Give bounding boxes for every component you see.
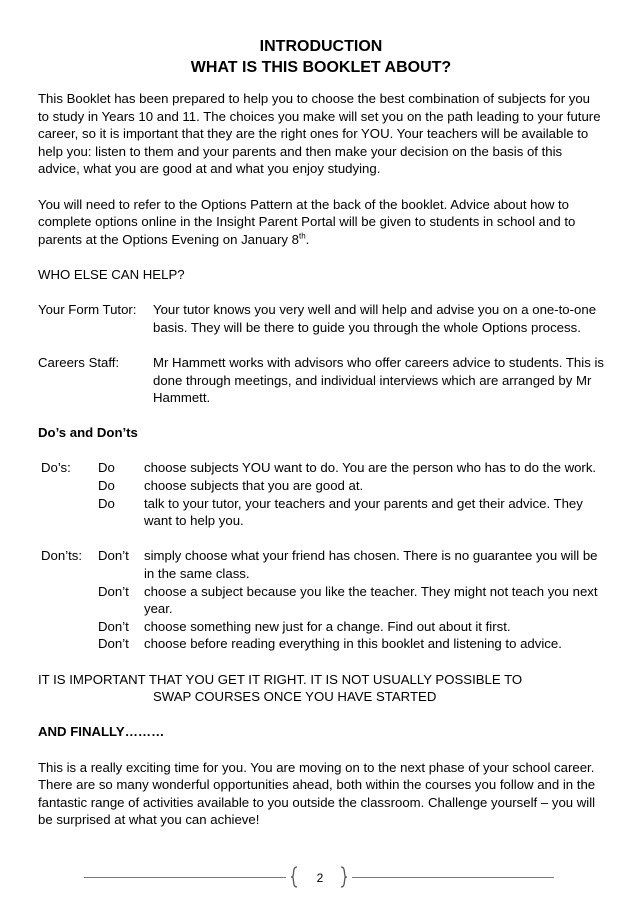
donts-text: choose a subject because you like the teacher. They might not teach you next year. — [144, 583, 598, 617]
options-paragraph-end: . — [305, 231, 310, 247]
dos-item — [38, 477, 604, 495]
ordinal-suffix: th — [299, 231, 306, 241]
dos-text: choose subjects that you are good at. — [144, 478, 364, 494]
booklet-title: WHAT IS THIS BOOKLET ABOUT? — [190, 59, 452, 76]
dos-text: choose subjects YOU want to do. You are the person who has to do the work. — [144, 460, 597, 476]
important-notice-line2: SWAP COURSES ONCE YOU HAVE STARTED — [153, 689, 437, 705]
page-number: 2 — [316, 871, 324, 885]
dos-item — [38, 459, 604, 477]
dos-verb: Do — [98, 460, 115, 476]
helper-label: Careers Staff: — [38, 354, 120, 370]
options-paragraph-text: You will need to refer to the Options Pattern at the back of the booklet. Advice about how to complete options online in the Insight Parent Portal will be given to students in school and to parents at the Options Evening on January 8 — [38, 196, 576, 247]
helper-form-tutor — [38, 301, 604, 336]
helper-careers-staff — [38, 354, 604, 407]
donts-label: Don’ts: — [41, 548, 83, 564]
finally-paragraph: This is a really exciting time for you. You are moving on to the next phase of your school career. There are so many wonderful opportunities ahead, both within the courses you follow and in the fantastic range of activities available to you outside the classroom. Challenge yourself – you will be surprised at what you can achieve! — [38, 759, 596, 828]
footer-rule-right — [352, 877, 554, 878]
donts-item — [38, 635, 604, 653]
dos-donts-heading: Do’s and Don’ts — [38, 425, 138, 441]
helper-text: Mr Hammett works with advisors who offer careers advice to students. This is done through meetings, and individual interviews which are arranged by Mr Hammett. — [153, 354, 604, 406]
intro-paragraph: This Booklet has been prepared to help you to choose the best combination of subjects for you to study in Years 10 and 11. The choices you make will set you on the path leading to your future career, so it is important that they are the right ones for YOU. Your teachers will be available to help you: listen to them and your parents and then make your decision on the basis of this advice, what you are good at and what you enjoy studying. — [38, 91, 601, 177]
donts-verb: Don’t — [98, 618, 129, 634]
right-brace-icon — [340, 866, 348, 888]
donts-verb: Don’t — [98, 636, 129, 652]
left-brace-icon — [290, 866, 298, 888]
footer-rule-left — [84, 877, 286, 878]
intro-title: INTRODUCTION — [259, 38, 383, 55]
helper-label: Your Form Tutor: — [38, 302, 137, 318]
options-paragraph — [38, 196, 604, 249]
who-else-heading: WHO ELSE CAN HELP? — [38, 266, 185, 282]
dos-verb: Do — [98, 478, 115, 494]
dos-text: talk to your tutor, your teachers and your parents and get their advice. They want to help you. — [144, 495, 583, 529]
important-notice-line1: IT IS IMPORTANT THAT YOU GET IT RIGHT. IT IS NOT USUALLY POSSIBLE TO — [38, 671, 523, 687]
donts-item — [38, 618, 604, 636]
donts-text: simply choose what your friend has chosen. There is no guarantee you will be in the same class. — [144, 548, 598, 582]
donts-item — [38, 583, 604, 618]
donts-text: choose something new just for a change. Find out about it first. — [144, 618, 511, 634]
donts-verb: Don’t — [98, 548, 129, 564]
dos-label: Do’s: — [41, 460, 71, 476]
dos-verb: Do — [98, 495, 115, 511]
page-footer — [0, 866, 638, 890]
donts-item — [38, 547, 604, 582]
and-finally-heading: AND FINALLY……… — [38, 724, 165, 740]
dos-item — [38, 495, 604, 530]
donts-text: choose before reading everything in this booklet and listening to advice. — [144, 636, 562, 652]
donts-verb: Don’t — [98, 583, 129, 599]
page-content — [38, 36, 604, 829]
helper-text: Your tutor knows you very well and will help and advise you on a one-to-one basis. They will be there to guide you through the whole Options process. — [153, 302, 597, 335]
